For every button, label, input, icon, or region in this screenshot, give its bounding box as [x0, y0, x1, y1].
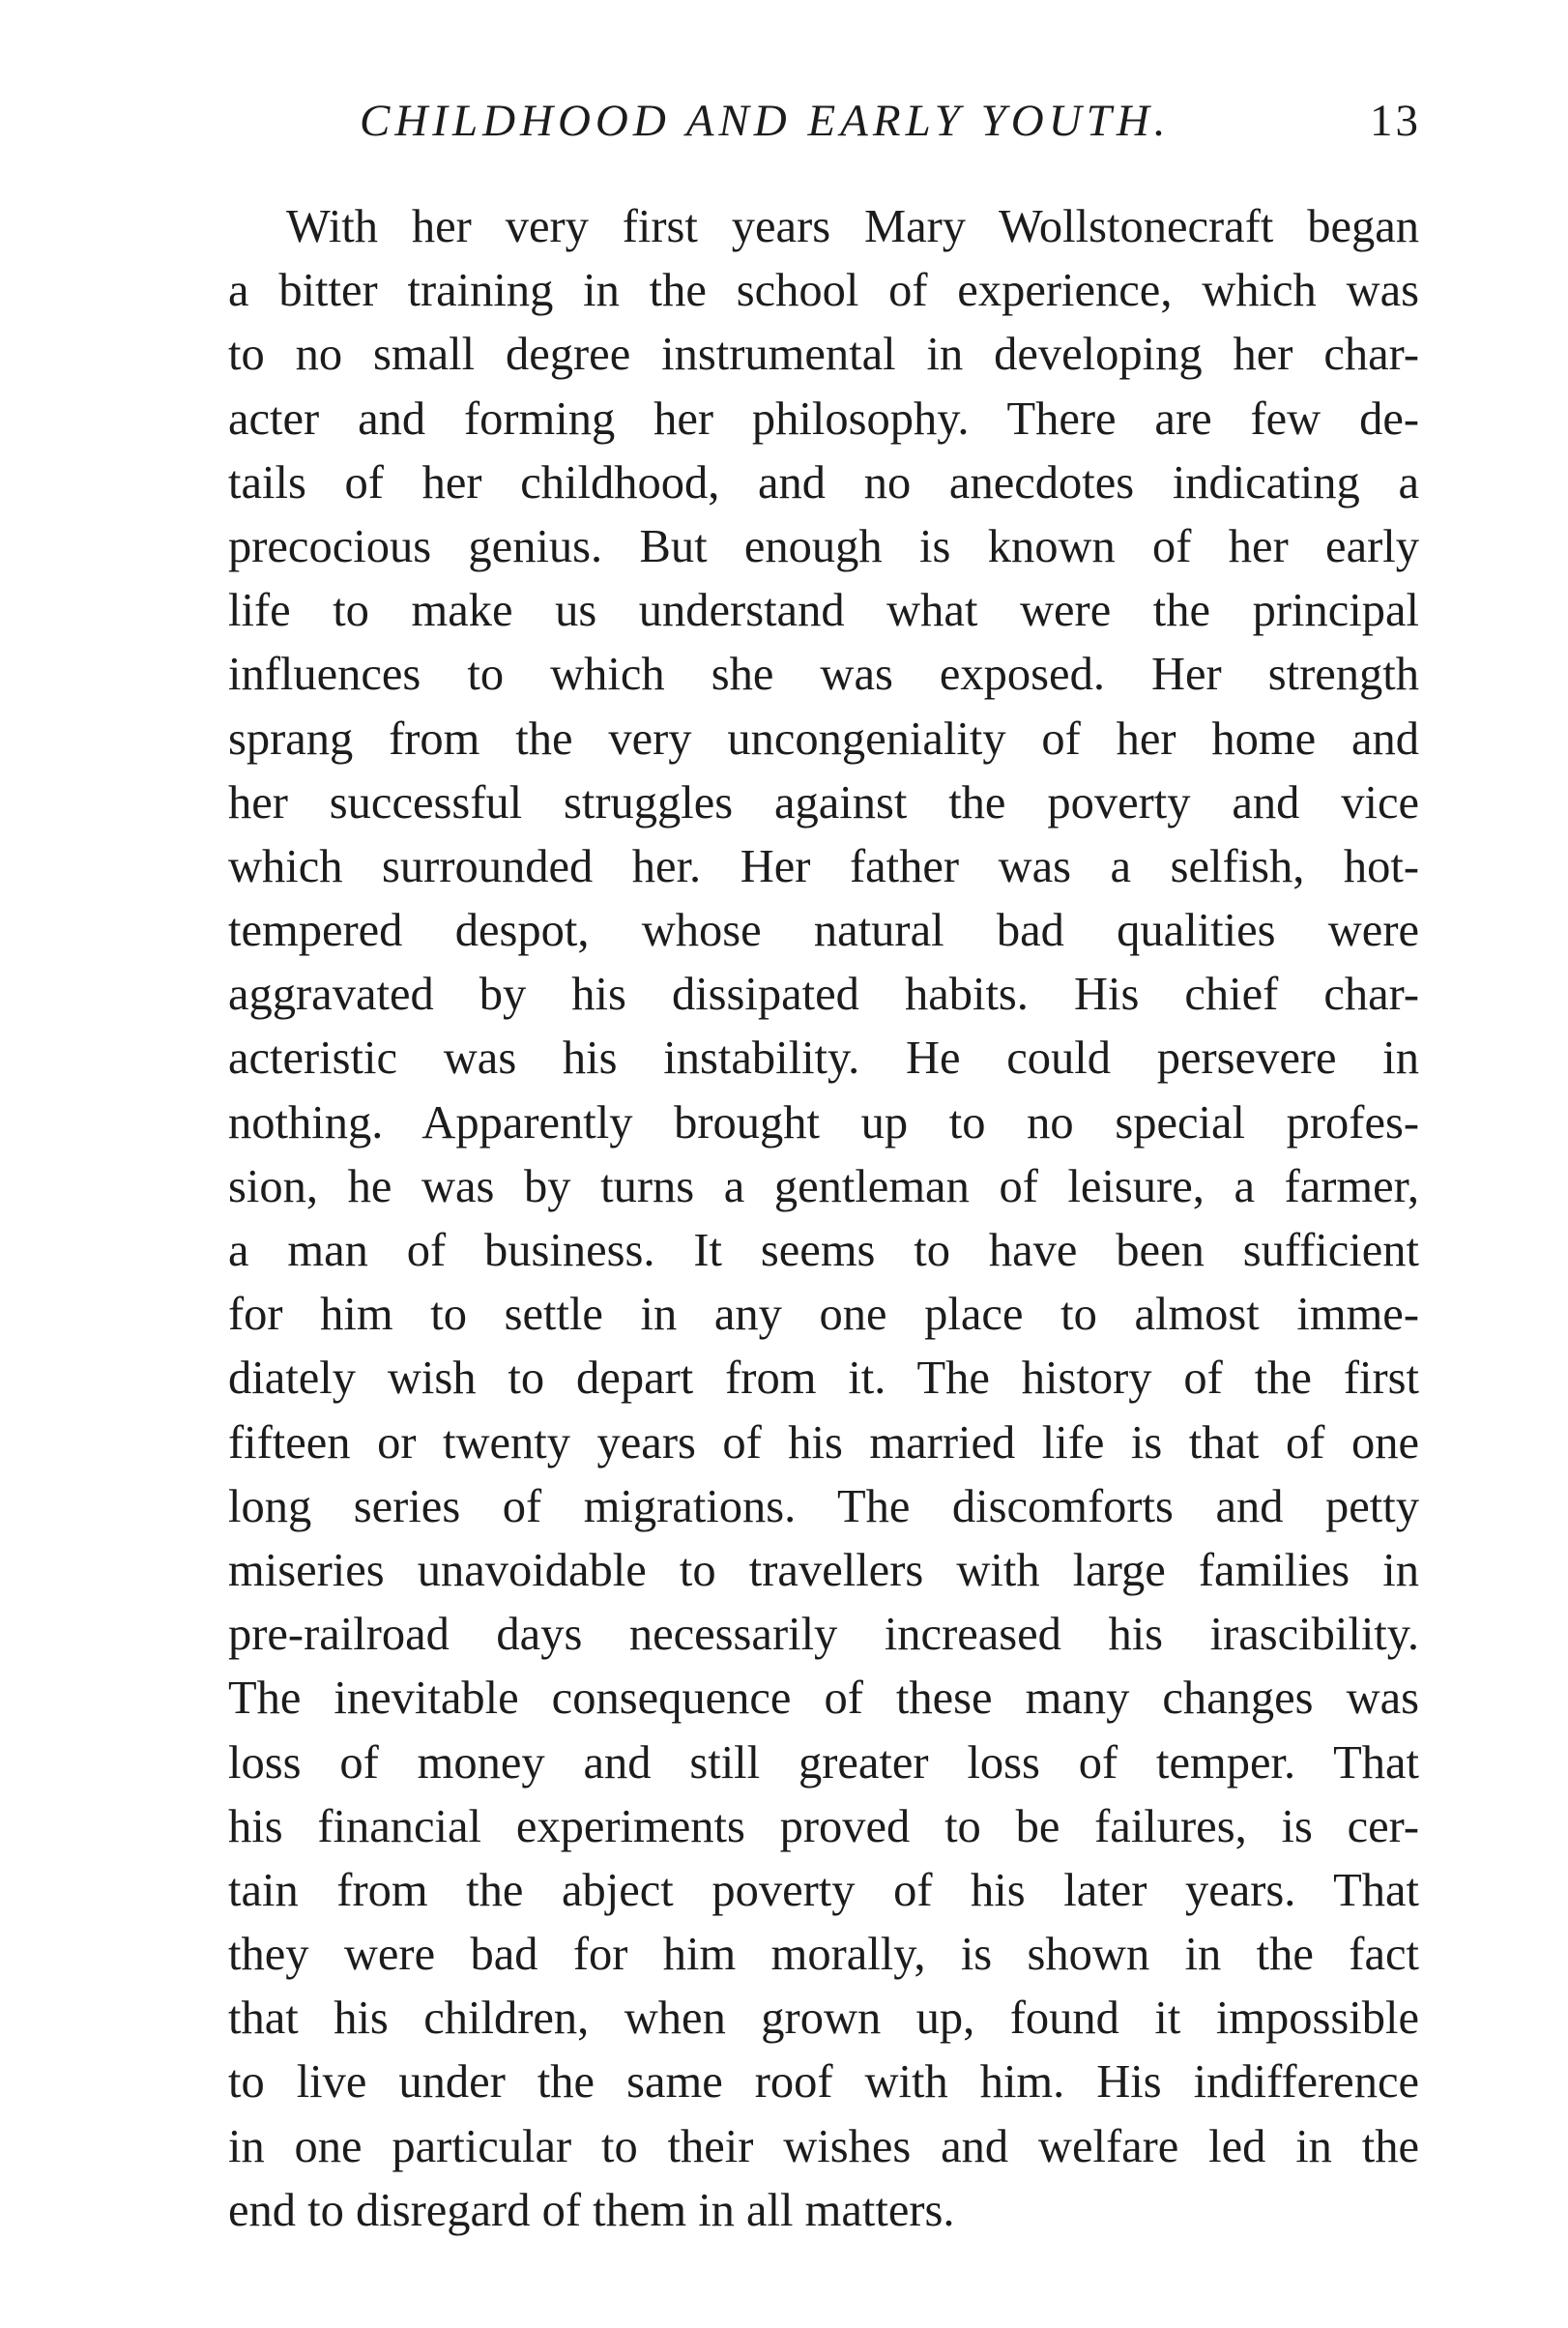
- text-line: his financial experiments proved to be failures, is cer-: [228, 1800, 1419, 1852]
- text-line: her successful struggles against the poverty and vice: [228, 776, 1419, 829]
- running-title: CHILDHOOD AND EARLY YOUTH.: [360, 96, 1171, 146]
- text-line: With her very first years Mary Wollstonecraft began: [286, 201, 1419, 252]
- text-line: life to make us understand what were the principal: [228, 585, 1419, 637]
- text-line: tain from the abject poverty of his later years. That: [228, 1864, 1419, 1916]
- text-line: pre-railroad days necessarily increased his irascibility.: [228, 1609, 1419, 1661]
- text-line: acter and forming her philosophy. There are few de-: [228, 393, 1419, 445]
- text-line: sion, he was by turns a gentleman of leisure, a farmer,: [228, 1160, 1419, 1212]
- text-line: aggravated by his dissipated habits. His chief char-: [228, 969, 1419, 1021]
- text-line: The inevitable consequence of these many changes was: [228, 1673, 1419, 1725]
- text-line: diately wish to depart from it. The history of the first: [228, 1353, 1419, 1405]
- text-line: precocious genius. But enough is known of her early: [228, 520, 1419, 572]
- text-line: end to disregard of them in all matters.: [228, 2184, 955, 2236]
- text-line: loss of money and still greater loss of temper. That: [228, 1736, 1419, 1789]
- text-line: in one particular to their wishes and welfare led in the: [228, 2120, 1419, 2172]
- text-line: for him to settle in any one place to almost imme-: [228, 1289, 1419, 1341]
- text-line: influences to which she was exposed. Her strength: [228, 649, 1419, 701]
- text-line: a bitter training in the school of experience, which was: [228, 265, 1419, 317]
- text-line: fifteen or twenty years of his married life is that of one: [228, 1416, 1419, 1469]
- text-line: tempered despot, whose natural bad qualities were: [228, 905, 1419, 957]
- text-line: which surrounded her. Her father was a selfish, hot-: [228, 840, 1419, 892]
- text-line: acteristic was his instability. He could persevere in: [228, 1033, 1419, 1085]
- body-paragraph: [228, 195, 1419, 2243]
- text-line: nothing. Apparently brought up to no special profes-: [228, 1096, 1419, 1149]
- text-line: to live under the same roof with him. His indifference: [228, 2056, 1419, 2109]
- text-line: long series of migrations. The discomforts and petty: [228, 1480, 1419, 1532]
- text-line: miseries unavoidable to travellers with large families in: [228, 1544, 1419, 1596]
- text-line: a man of business. It seems to have been sufficient: [228, 1225, 1419, 1276]
- text-line: sprang from the very uncongeniality of her home and: [228, 713, 1419, 765]
- running-head: [0, 87, 1421, 155]
- text-line: that his children, when grown up, found it impossible: [228, 1993, 1419, 2045]
- text-line: they were bad for him morally, is shown in the fact: [228, 1929, 1419, 1981]
- text-line: to no small degree instrumental in developing her char-: [228, 329, 1419, 381]
- page-number: 13: [1370, 96, 1421, 146]
- text-line: tails of her childhood, and no anecdotes indicating a: [228, 456, 1419, 509]
